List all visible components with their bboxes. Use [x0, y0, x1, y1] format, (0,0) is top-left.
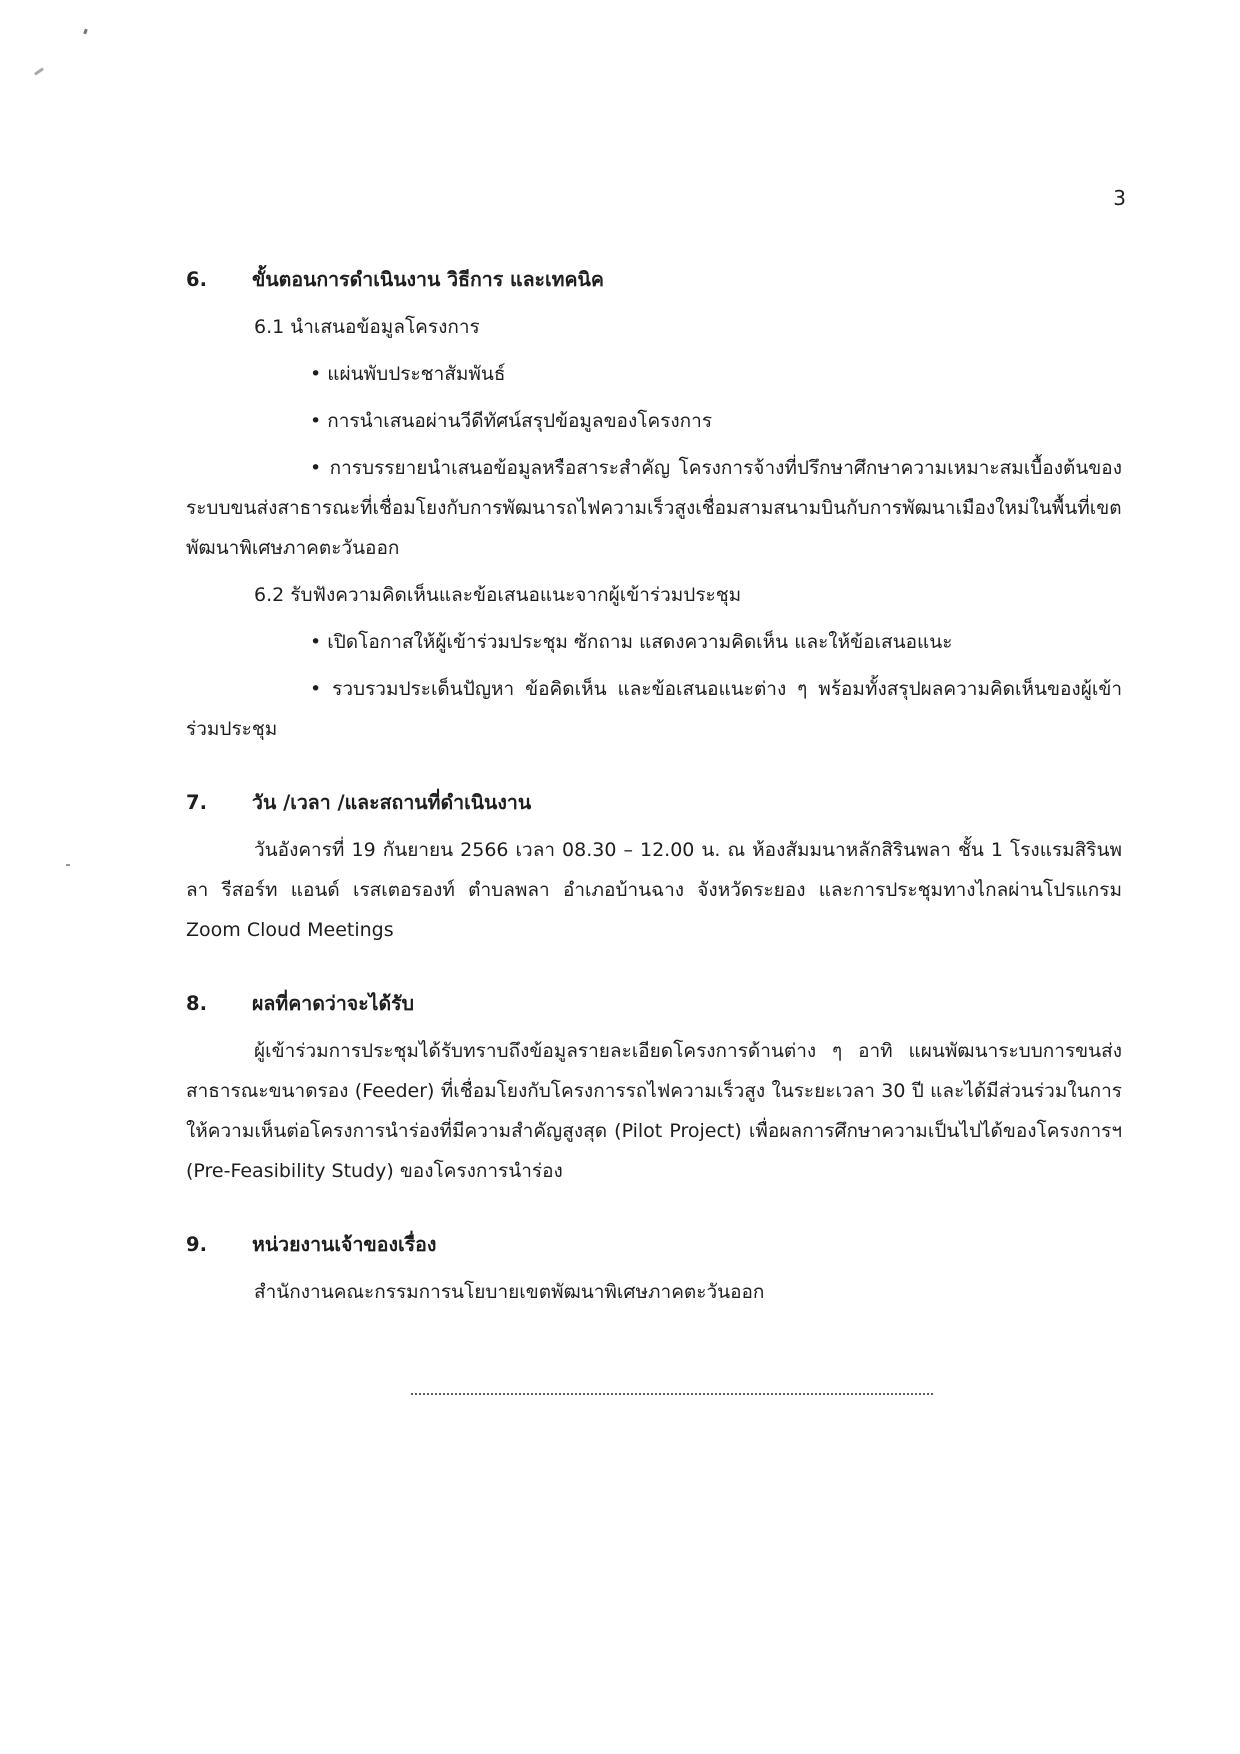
section-9	[186, 1225, 1122, 1312]
section-heading	[186, 1225, 1122, 1265]
bullet-item: • รวบรวมประเด็นปัญหา ข้อคิดเห็น และข้อเสนอแนะต่าง ๆ พร้อมทั้งสรุปผลความคิดเห็นของผู้เข้าร่วมประชุม	[186, 678, 1122, 740]
bullet-item: • เปิดโอกาสให้ผู้เข้าร่วมประชุม ซักถาม แสดงความคิดเห็น และให้ข้อเสนอแนะ	[310, 631, 953, 653]
section-body: ผู้เข้าร่วมการประชุมได้รับทราบถึงข้อมูลรายละเอียดโครงการด้านต่าง ๆ อาทิ แผนพัฒนาระบบการขนส่งสาธารณะขนาดรอง (Feeder) ที่เชื่อมโยงกับโครงการรถไฟความเร็วสูง ในระยะเวลา 30 ปี และได้มีส่วนร่วมในการให้ความเห็นต่อโครงการนำร่องที่มีความสำคัญสูงสุด (Pilot Project) เพื่อผลการศึกษาความเป็นไปได้ของโครงการฯ (Pre-Feasibility Study) ของโครงการนำร่อง	[186, 1040, 1122, 1182]
section-number: 7.	[186, 791, 207, 814]
subsection-title: 6.1 นำเสนอข้อมูลโครงการ	[254, 316, 480, 338]
section-title: ขั้นตอนการดำเนินงาน วิธีการ และเทคนิค	[252, 268, 604, 291]
bullet-item: • การบรรยายนำเสนอข้อมูลหรือสาระสำคัญ โครงการจ้างที่ปรึกษาศึกษาความเหมาะสมเบื้องต้นของระบบขนส่งสาธารณะที่เชื่อมโยงกับการพัฒนารถไฟความเร็วสูงเชื่อมสามสนามบินกับการพัฒนาเมืองใหม่ในพื้นที่เขตพัฒนาพิเศษภาคตะวันออก	[186, 457, 1122, 559]
section-body: สำนักงานคณะกรรมการนโยบายเขตพัฒนาพิเศษภาคตะวันออก	[254, 1281, 765, 1303]
subsection-title: 6.2 รับฟังความคิดเห็นและข้อเสนอแนะจากผู้เข้าร่วมประชุม	[254, 584, 742, 606]
section-title: ผลที่คาดว่าจะได้รับ	[252, 992, 415, 1015]
end-of-document-divider	[410, 1393, 935, 1395]
section-heading	[186, 783, 1122, 823]
bullet-item: • การนำเสนอผ่านวีดีทัศน์สรุปข้อมูลของโครงการ	[310, 410, 713, 432]
section-heading	[186, 984, 1122, 1024]
bullet-item: • แผ่นพับประชาสัมพันธ์	[310, 363, 506, 385]
section-number: 6.	[186, 268, 207, 291]
section-heading	[186, 260, 1122, 300]
section-number: 8.	[186, 992, 207, 1015]
section-body: วันอังคารที่ 19 กันยายน 2566 เวลา 08.30 – 12.00 น. ณ ห้องสัมมนาหลักสิรินพลา ชั้น 1 โรงแรมสิรินพลา รีสอร์ท แอนด์ เรสเตอรองท์ ตำบลพลา อำเภอบ้านฉาง จังหวัดระยอง และการประชุมทางไกลผ่านโปรแกรม Zoom Cloud Meetings	[186, 839, 1122, 941]
page-number: 3	[1113, 186, 1126, 210]
section-title: วัน /เวลา /และสถานที่ดำเนินงาน	[252, 791, 532, 814]
section-7	[186, 783, 1122, 950]
document-body	[186, 260, 1122, 1346]
scan-mark	[66, 864, 70, 866]
scan-mark	[34, 67, 44, 75]
section-8	[186, 984, 1122, 1191]
scan-mark	[83, 29, 88, 35]
section-title: หน่วยงานเจ้าของเรื่อง	[252, 1233, 437, 1256]
section-number: 9.	[186, 1233, 207, 1256]
section-6	[186, 260, 1122, 749]
